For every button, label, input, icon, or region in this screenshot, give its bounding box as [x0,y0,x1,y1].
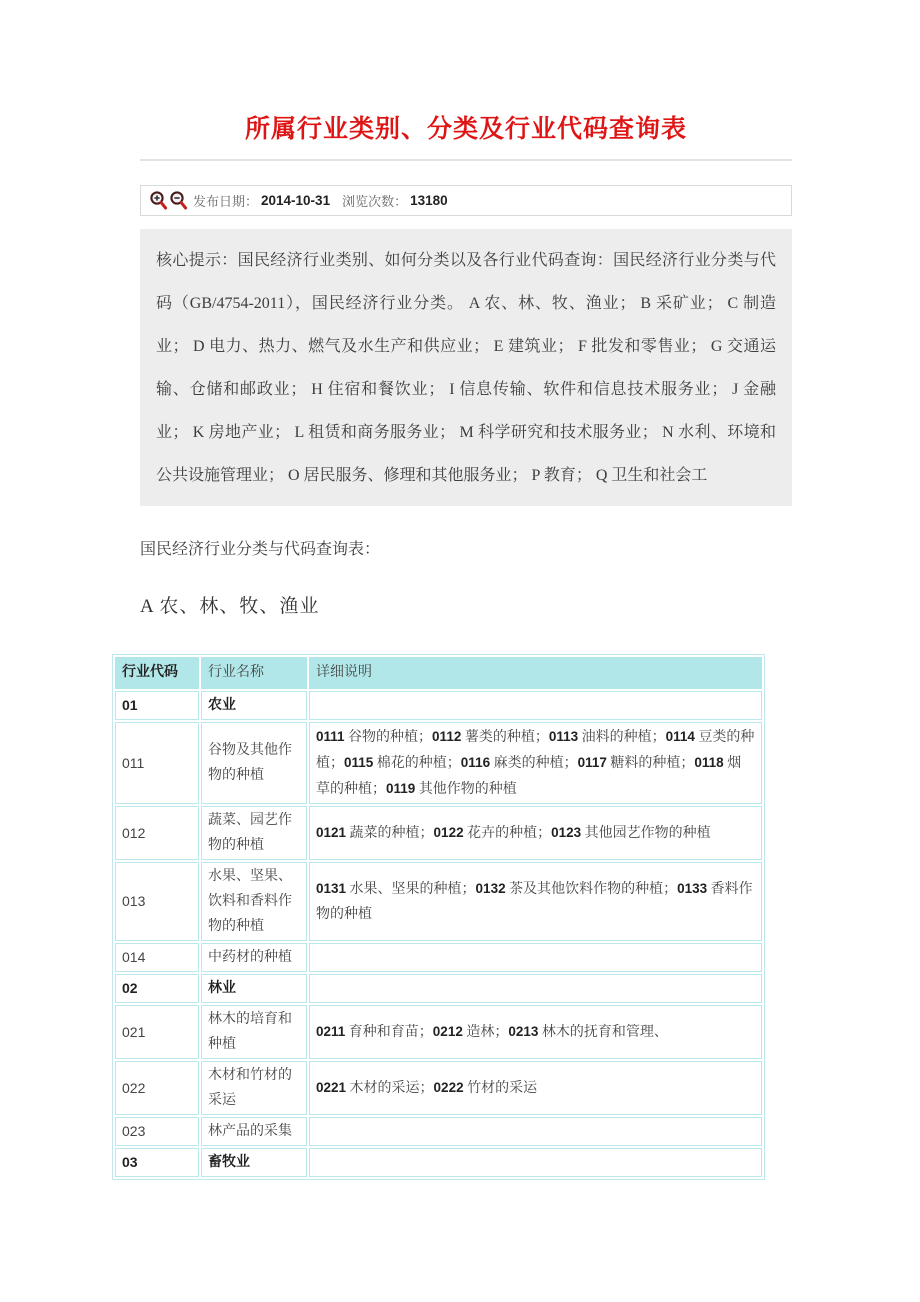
industry-detail-cell [309,943,762,972]
sub-industry-code: 0131 [316,881,347,896]
table-row [115,722,762,804]
col-header-industry-code: 行业代码 [115,657,199,689]
sub-industry-code: 0222 [433,1080,464,1095]
industry-detail-cell [309,1117,762,1146]
meta-bar [140,185,792,216]
industry-name-cell: 水果、坚果、饮料和香料作物的种植 [201,862,307,941]
table-row [115,691,762,720]
table-row [115,862,762,941]
publish-date-value: 2014-10-31 [261,193,331,208]
industry-detail-cell: 0121 蔬菜的种植；0122 花卉的种植；0123 其他园艺作物的种植 [309,806,762,860]
zoom-out-icon[interactable] [169,190,189,212]
industry-detail-cell [309,1148,762,1177]
col-header-industry-name: 行业名称 [201,657,307,689]
industry-detail-cell: 0131 水果、坚果的种植；0132 茶及其他饮料作物的种植；0133 香料作物的种植 [309,862,762,941]
industry-code-cell: 021 [115,1005,199,1059]
industry-name-cell: 中药材的种植 [201,943,307,972]
industry-name-cell: 林产品的采集 [201,1117,307,1146]
industry-code-cell: 011 [115,722,199,804]
sub-industry-code: 0212 [432,1024,463,1039]
views-count: 13180 [410,193,448,208]
industry-table [112,654,765,1180]
sub-industry-code: 0132 [475,881,506,896]
industry-name-cell: 林业 [201,974,307,1003]
sub-industry-code: 0213 [508,1024,539,1039]
industry-detail-cell [309,974,762,1003]
industry-name-cell: 畜牧业 [201,1148,307,1177]
title-divider [140,159,792,161]
industry-name-cell: 林木的培育和种植 [201,1005,307,1059]
sub-industry-code: 0115 [344,755,374,770]
sub-industry-code: 0118 [694,755,724,770]
views-label: 浏览次数： [342,194,408,209]
industry-code-cell: 02 [115,974,199,1003]
table-row [115,1061,762,1115]
industry-code-cell: 022 [115,1061,199,1115]
page-title: 所属行业类别、分类及行业代码查询表 [244,115,687,143]
core-hint-text: 核心提示：国民经济行业类别、如何分类以及各行业代码查询：国民经济行业分类与代码（GB/4754-2011），国民经济行业分类。 A 农、林、牧、渔业； B 采矿业； C 制造业； D 电力、热力、燃气及水生产和供应业； E 建筑业； F 批发和零售业； G 交通运输、仓储和邮政业； H 住宿和餐饮业； I 信息传输、软件和信息技术服务业； J 金融业； K 房地产业； L 租赁和商务服务业； M 科学研究和技术服务业； N 水利、环境和公共设施管理业； O 居民服务、修理和其他服务业； P 教育； Q 卫生和社会工 [156,252,776,484]
industry-name-cell: 蔬菜、园艺作物的种植 [201,806,307,860]
industry-code-cell: 014 [115,943,199,972]
sub-industry-code: 0221 [316,1080,347,1095]
sub-industry-code: 0112 [432,729,462,744]
industry-detail-cell: 0111 谷物的种植；0112 薯类的种植；0113 油料的种植；0114 豆类的种植；0115 棉花的种植；0116 麻类的种植；0117 糖料的种植；0118 烟草的种植；0119 其他作物的种植 [309,722,762,804]
industry-code-cell: 03 [115,1148,199,1177]
table-row [115,806,762,860]
industry-code-cell: 01 [115,691,199,720]
sub-industry-code: 0117 [577,755,607,770]
industry-detail-cell [309,691,762,720]
publish-date-label: 发布日期： [193,194,259,209]
sub-industry-code: 0119 [386,781,416,796]
table-row [115,943,762,972]
industry-name-cell: 木材和竹材的采运 [201,1061,307,1115]
table-row [115,1005,762,1059]
sub-industry-code: 0211 [316,1024,346,1039]
industry-code-cell: 012 [115,806,199,860]
table-intro: 国民经济行业分类与代码查询表： [140,541,381,558]
col-header-detail: 详细说明 [309,657,762,689]
table-row [115,974,762,1003]
industry-name-cell: 谷物及其他作物的种植 [201,722,307,804]
sub-industry-code: 0123 [551,825,582,840]
sub-industry-code: 0121 [316,825,347,840]
industry-code-cell: 023 [115,1117,199,1146]
font-size-controls [149,190,189,212]
table-header-row [115,657,762,689]
industry-detail-cell: 0221 木材的采运；0222 竹材的采运 [309,1061,762,1115]
sub-industry-code: 0116 [460,755,491,770]
sub-industry-code: 0114 [665,729,695,744]
section-heading: A 农、林、牧、渔业 [140,596,320,617]
industry-detail-cell: 0211 育种和育苗；0212 造林；0213 林木的抚育和管理、 [309,1005,762,1059]
industry-name-cell: 农业 [201,691,307,720]
sub-industry-code: 0122 [433,825,464,840]
industry-table-body [115,691,762,1177]
table-row [115,1148,762,1177]
sub-industry-code: 0133 [677,881,708,896]
zoom-in-icon[interactable] [149,190,169,212]
core-hint-box [140,229,792,506]
sub-industry-code: 0113 [548,729,579,744]
industry-code-cell: 013 [115,862,199,941]
sub-industry-code: 0111 [316,729,345,744]
table-row [115,1117,762,1146]
